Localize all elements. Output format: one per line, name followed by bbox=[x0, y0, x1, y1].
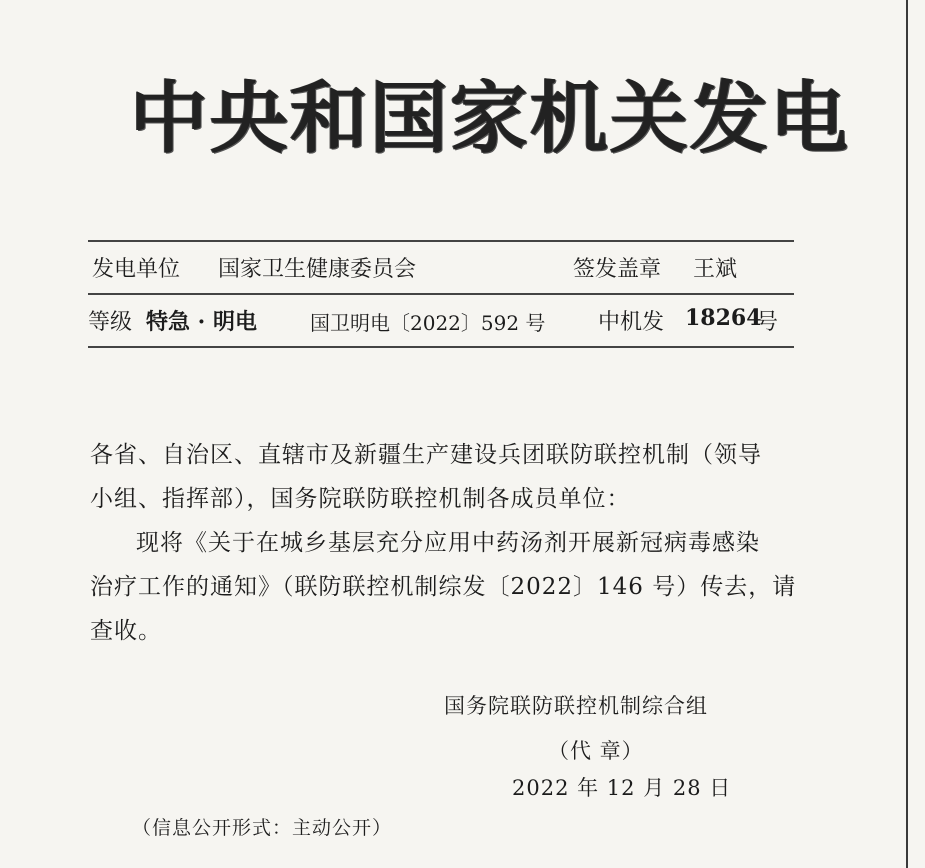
document-title: 中央和国家机关发电 bbox=[130, 74, 851, 164]
document-number: 国卫明电〔2022〕592 号 bbox=[310, 311, 546, 335]
disclosure-note: （信息公开形式：主动公开） bbox=[132, 817, 393, 839]
header-middle-rule bbox=[88, 293, 794, 295]
signer-label: 签发盖章 bbox=[573, 257, 662, 282]
central-number: 18264 bbox=[685, 305, 762, 331]
paragraph-line-1: 现将《关于在城乡基层充分应用中药汤剂开展新冠病毒感染 bbox=[136, 530, 760, 556]
issuer-label: 发电单位 bbox=[92, 257, 181, 282]
document-body bbox=[90, 433, 800, 653]
header-row-grade bbox=[88, 305, 794, 345]
grade-value: 特急 · 明电 bbox=[146, 309, 257, 335]
signer-value: 王斌 bbox=[693, 257, 738, 282]
header-bottom-rule bbox=[88, 346, 794, 348]
issuer-value: 国家卫生健康委员会 bbox=[218, 257, 417, 282]
central-label: 中机发 bbox=[598, 310, 665, 335]
signature-seal: （代 章） bbox=[548, 739, 644, 763]
addressee-line-1: 各省、自治区、直辖市及新疆生产建设兵团联防联控机制（领导 bbox=[90, 442, 762, 468]
signature-date: 2022 年 12 月 28 日 bbox=[512, 776, 732, 800]
header-top-rule bbox=[88, 240, 794, 242]
header-row-issuer bbox=[88, 252, 794, 292]
central-suffix: 号 bbox=[756, 310, 779, 335]
page-edge-line bbox=[906, 0, 908, 868]
paragraph-line-3: 查收。 bbox=[90, 618, 162, 644]
grade-label: 等级 bbox=[88, 310, 133, 335]
addressee-line-2: 小组、指挥部），国务院联防联控机制各成员单位： bbox=[90, 486, 631, 512]
paragraph-line-2: 治疗工作的通知》（联防联控机制综发〔2022〕146 号）传去，请 bbox=[90, 574, 797, 600]
signature-org: 国务院联防联控机制综合组 bbox=[444, 694, 708, 718]
